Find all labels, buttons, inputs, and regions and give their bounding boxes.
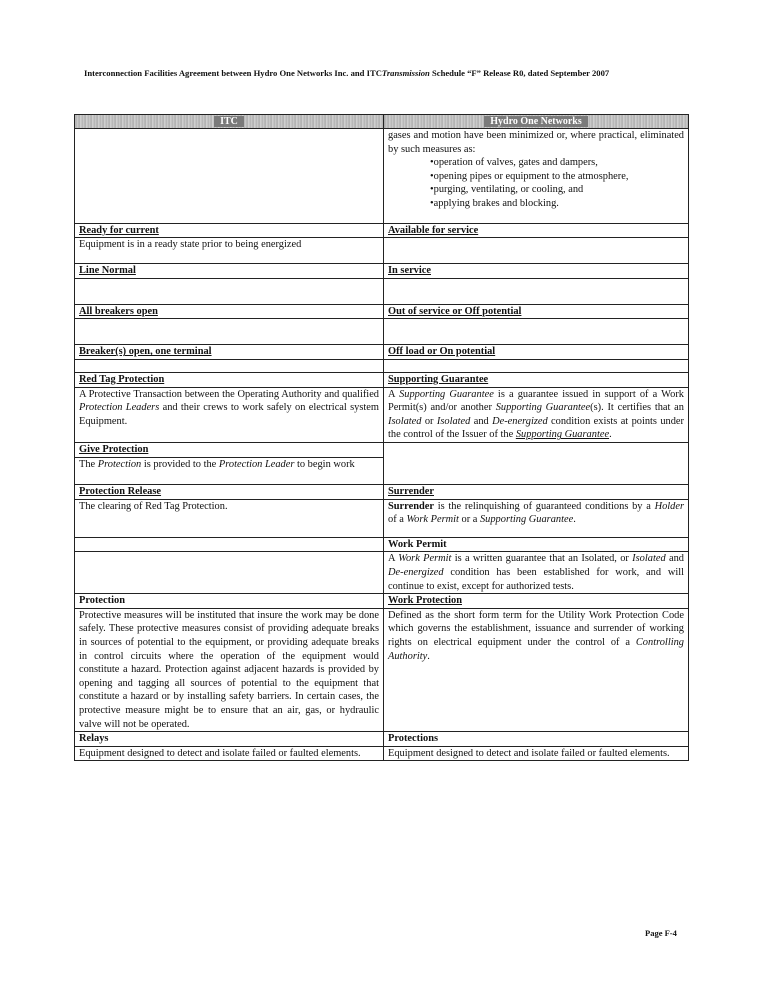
page-number: Page F-4 xyxy=(645,928,677,938)
term-cell: Give Protection xyxy=(75,442,384,457)
term-cell: Line Normal xyxy=(75,264,384,279)
table-row xyxy=(75,537,689,552)
empty-cell xyxy=(384,442,689,484)
table-row xyxy=(75,746,689,761)
definition-cell: Equipment designed to detect and isolate failed or faulted elements. xyxy=(75,746,384,761)
header-tail: Schedule “F” Release R0, dated September 2007 xyxy=(429,68,610,78)
term-cell: Out of service or Off potential xyxy=(384,304,689,319)
column-header-hydro-one: Hydro One Networks xyxy=(384,115,689,129)
table-row xyxy=(75,129,689,224)
table-row xyxy=(75,372,689,387)
definition-cell: A Work Permit is a written guarantee that an Isolated, or Isolated and De-energized condition has been established for work, and will continue to exist, except for authorized tests. xyxy=(384,552,689,594)
table-header-row xyxy=(75,115,689,129)
empty-cell xyxy=(75,537,384,552)
list-item: • operation of valves, gates and dampers, xyxy=(430,156,684,170)
term-cell: Surrender xyxy=(384,485,689,500)
table-row xyxy=(75,594,689,609)
definition-cell: The Protection is provided to the Protection Leader to begin work xyxy=(75,457,384,485)
definition-cell: A Supporting Guarantee is a guarantee issued in support of a Work Permit(s) and/or another Supporting Guarantee(s). It certifies that an Isolated or Isolated and De-energized condition exists at points under the control of the Issuer of the Supporting Guarantee. xyxy=(384,387,689,442)
term-cell: Available for service xyxy=(384,223,689,238)
table-row xyxy=(75,223,689,238)
empty-cell xyxy=(75,359,384,372)
table-row xyxy=(75,304,689,319)
table-row xyxy=(75,345,689,360)
header-text: Interconnection Facilities Agreement between Hydro One Networks Inc. and ITC xyxy=(84,68,382,78)
term-cell: Relays xyxy=(75,732,384,747)
empty-cell xyxy=(384,238,689,264)
page-header xyxy=(84,68,704,78)
term-cell: Protection Release xyxy=(75,485,384,500)
continued-text: gases and motion have been minimized or, where practical, eliminated by such measures as: xyxy=(388,130,684,155)
table-row xyxy=(75,387,689,442)
column-header-itc: ITC xyxy=(75,115,384,129)
term-cell: Work Permit xyxy=(384,537,689,552)
term-cell: Work Protection xyxy=(384,594,689,609)
term-cell: Protections xyxy=(384,732,689,747)
continued-definition-cell xyxy=(384,129,689,224)
term-cell: Protection xyxy=(75,594,384,609)
table-row xyxy=(75,608,689,731)
term-cell: In service xyxy=(384,264,689,279)
table-row xyxy=(75,485,689,500)
empty-cell xyxy=(75,319,384,345)
definition-cell: Equipment designed to detect and isolate failed or faulted elements. xyxy=(384,746,689,761)
table-row xyxy=(75,499,689,537)
table-row xyxy=(75,552,689,594)
term-cell: Supporting Guarantee xyxy=(384,372,689,387)
table-row xyxy=(75,319,689,345)
table-row xyxy=(75,278,689,304)
definition-cell: The clearing of Red Tag Protection. xyxy=(75,499,384,537)
table-row xyxy=(75,442,689,457)
measures-list xyxy=(388,156,684,210)
list-item: • applying brakes and blocking. xyxy=(430,197,684,211)
table-row xyxy=(75,732,689,747)
definitions-table xyxy=(74,114,689,761)
empty-cell xyxy=(384,319,689,345)
empty-cell xyxy=(75,278,384,304)
list-item: • opening pipes or equipment to the atmosphere, xyxy=(430,170,684,184)
empty-cell xyxy=(75,129,384,224)
term-cell: Breaker(s) open, one terminal xyxy=(75,345,384,360)
term-cell: All breakers open xyxy=(75,304,384,319)
table-row xyxy=(75,359,689,372)
empty-cell xyxy=(384,278,689,304)
table-row xyxy=(75,238,689,264)
definition-cell: A Protective Transaction between the Operating Authority and qualified Protection Leaders and their crews to work safely on electrical system Equipment. xyxy=(75,387,384,442)
term-cell: Ready for current xyxy=(75,223,384,238)
definition-cell: Surrender is the relinquishing of guaranteed conditions by a Holder of a Work Permit or a Supporting Guarantee. xyxy=(384,499,689,537)
header-italic: Transmission xyxy=(381,68,430,78)
definition-cell: Defined as the short form term for the Utility Work Protection Code which governs the establishment, issuance and surrender of working rights on electrical equipment under the control of a Controlling Authority. xyxy=(384,608,689,731)
empty-cell xyxy=(384,359,689,372)
list-item: • purging, ventilating, or cooling, and xyxy=(430,183,684,197)
definition-cell: Equipment is in a ready state prior to being energized xyxy=(75,238,384,264)
definition-cell: Protective measures will be instituted that insure the work may be done safely. These protective measures consist of providing adequate breaks in sources of potential to the equipment, or providing adequate breaks in control circuits where the operation of the equipment would constitute a hazard. Protection against adjacent hazards is provided by opening and tagging all sources of potential to the equipment that constitute a hazard or by installing safety barriers. In certain cases, the protective measure might be to ensure that an air, gas, or hydraulic valve will not be operated. xyxy=(75,608,384,731)
empty-cell xyxy=(75,552,384,594)
term-cell: Off load or On potential xyxy=(384,345,689,360)
term-cell: Red Tag Protection xyxy=(75,372,384,387)
table-row xyxy=(75,264,689,279)
